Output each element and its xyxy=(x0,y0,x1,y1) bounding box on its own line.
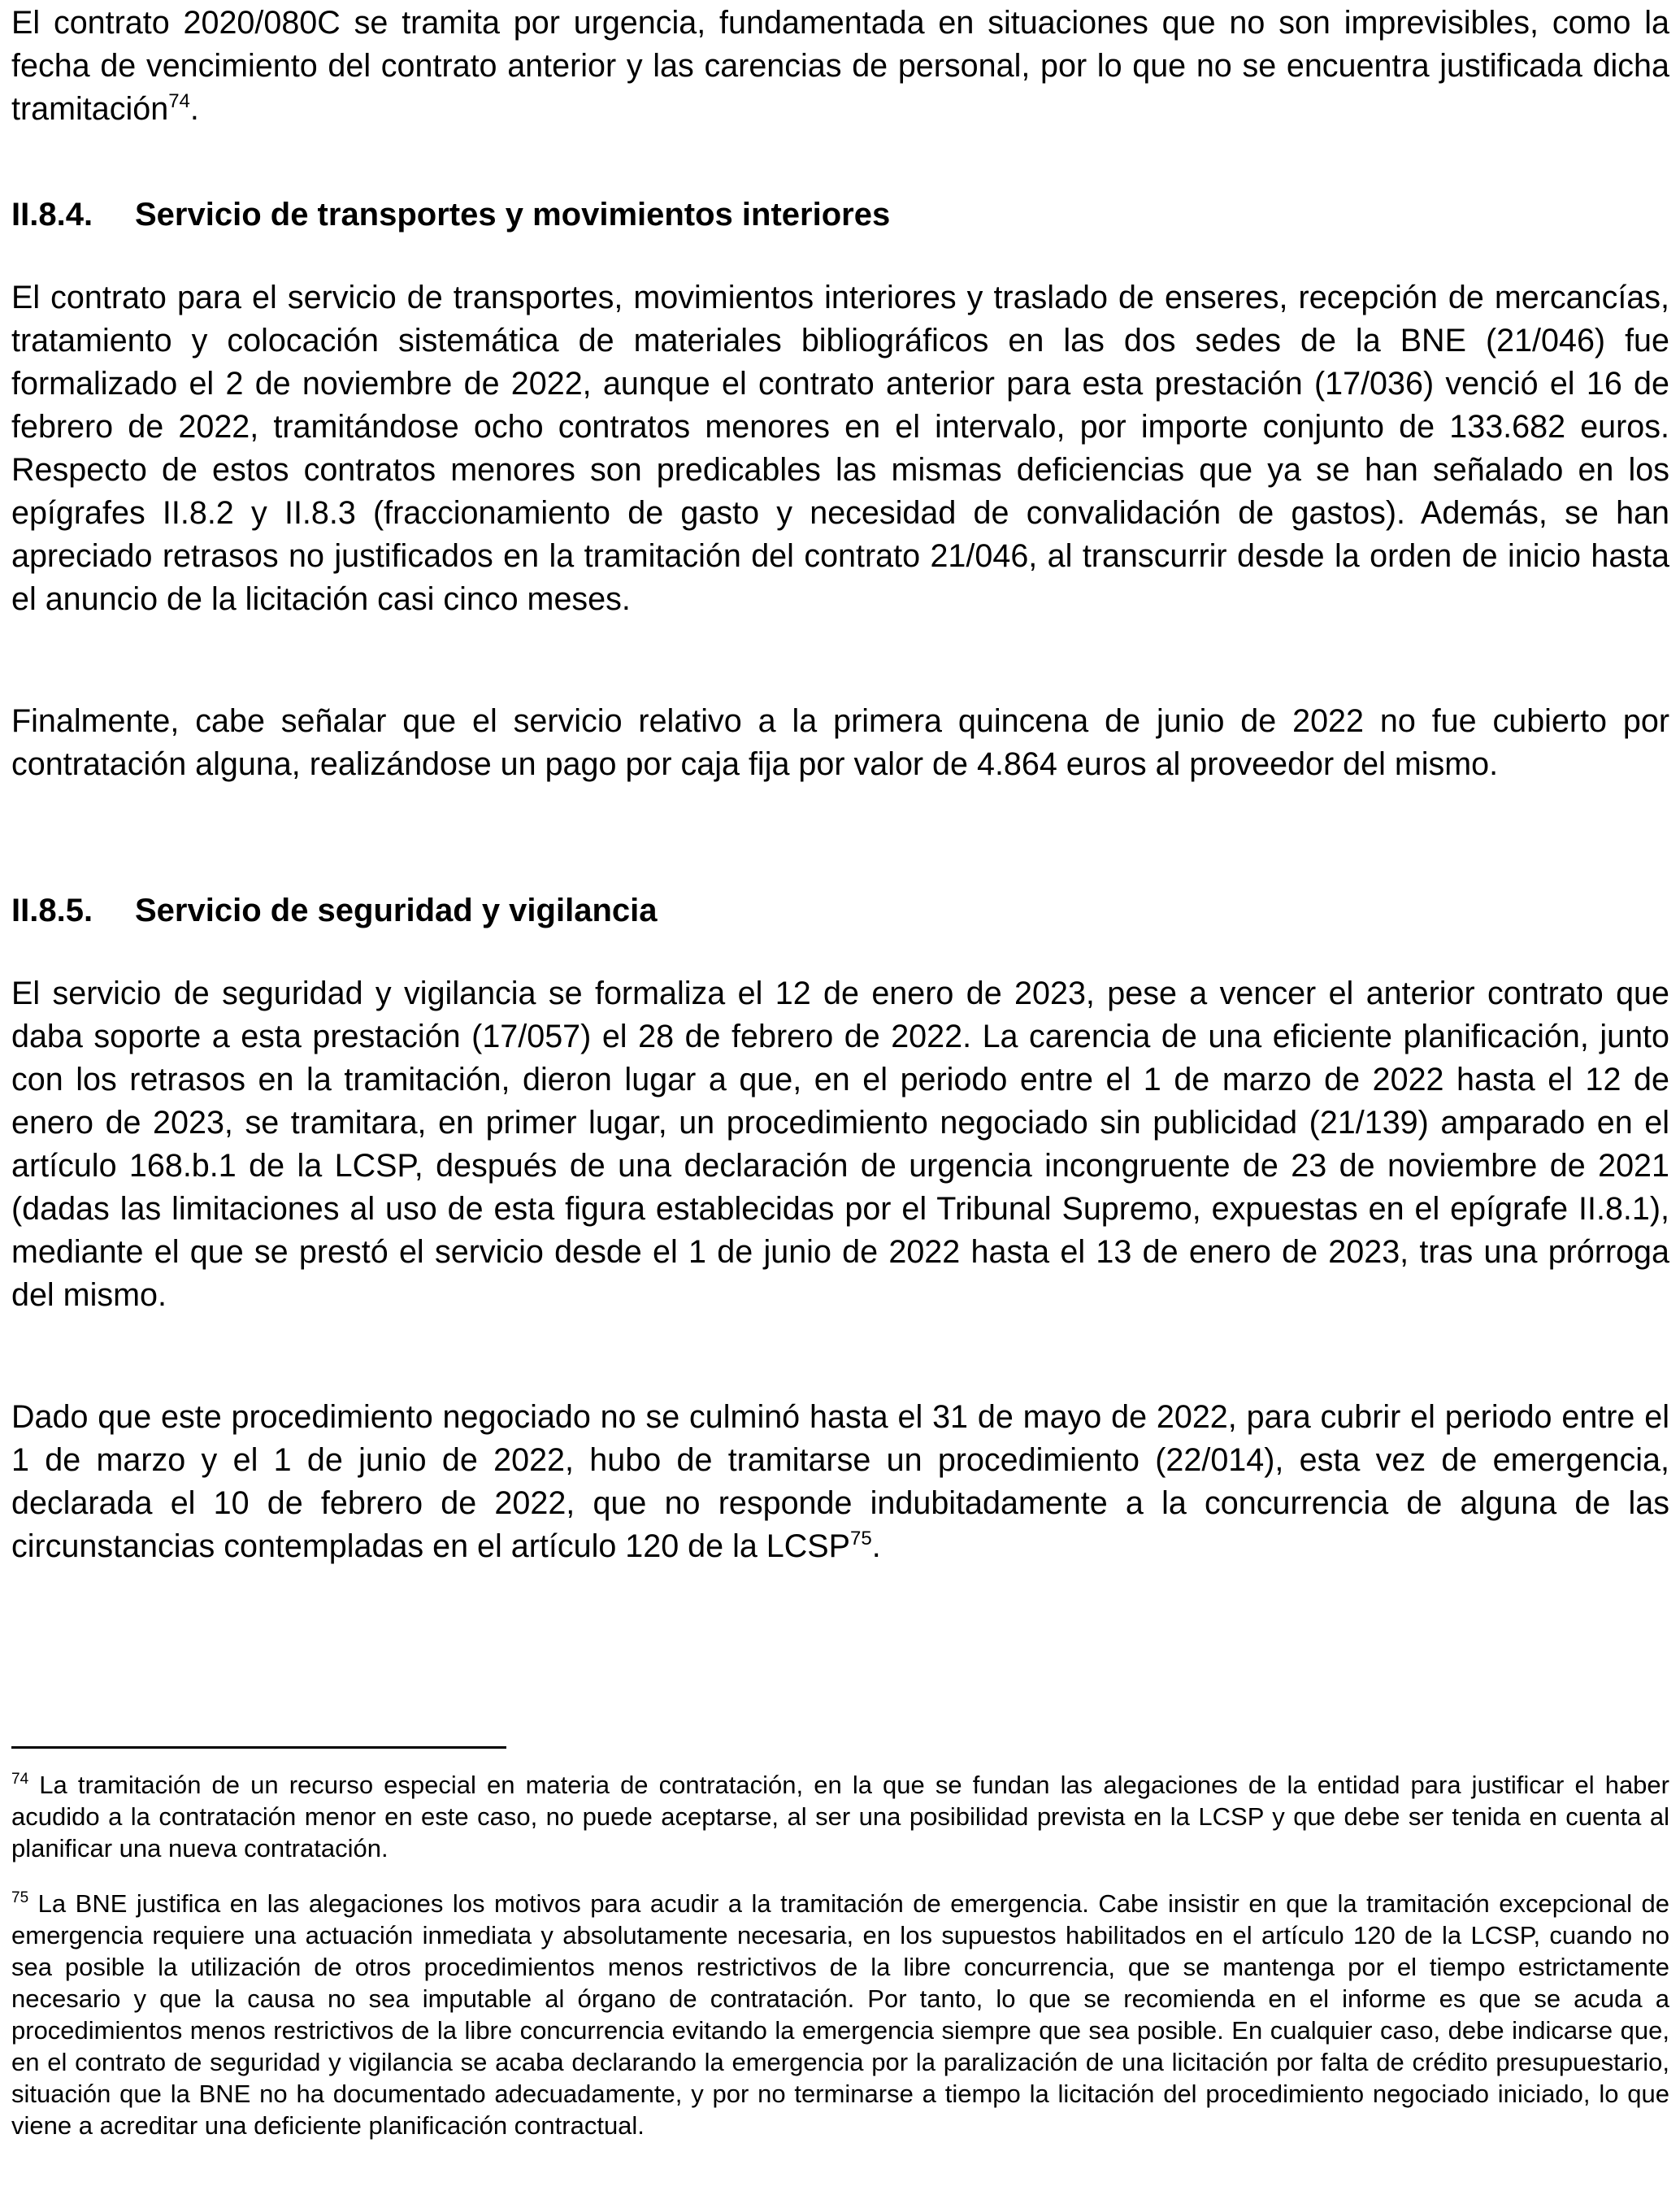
section-title: Servicio de seguridad y vigilancia xyxy=(135,893,658,928)
section-heading-transportes xyxy=(11,193,890,237)
footnote-74: $^{74}$ La tramitación de un recurso especial en materia de contratación, en la que se fundan las alegaciones de la entidad para justificar el haber acudido a la contratación menor en este caso, no puede aceptarse, al ser una posibilidad prevista en la LCSP y que debe ser tenida en cuenta al planificar una nueva contratación. xyxy=(11,1771,1669,1862)
footnote-ref-75[interactable]: 75 xyxy=(849,1528,872,1550)
footnote-number: 74 xyxy=(11,1771,29,1788)
footnote-75: $^{75}$ La BNE justifica en las alegaciones los motivos para acudir a la tramitación de emergencia. Cabe insistir en que la tramitación excepcional de emergencia requiere una actuación inmediata y absolutamente necesaria, en los supuestos habilitados en el artículo 120 de la LCSP, cuando no sea posible la utilización de otros procedimientos menos restrictivos de la libre concurrencia, que se mantenga por el tiempo estrictamente necesario y que la causa no sea imputable al órgano de contratación. Por tanto, lo que se recomienda en el informe es que se acuda a procedimientos menos restrictivos de la libre concurrencia evitando la emergencia siempre que sea posible. En cualquier caso, debe indicarse que, en el contrato de seguridad y vigilancia se acaba declarando la emergencia por la paralización de una licitación por falta de crédito presupuestario, situación que la BNE no ha documentado adecuadamente, y por no terminarse a tiempo la licitación del procedimiento negociado iniciado, lo que viene a acreditar una deficiente planificación contractual. xyxy=(11,1889,1669,2140)
section-number: II.8.4. xyxy=(11,197,93,233)
section-title: Servicio de transportes y movimientos interiores xyxy=(135,197,891,233)
paragraph-transportes: El contrato para el servicio de transportes, movimientos interiores y traslado de enseres, recepción de mercancías, tratamiento y colocación sistemática de materiales bibliográficos en las dos sedes de la BNE (21/046) fue formalizado el 2 de noviembre de 2022, aunque el contrato anterior para esta prestación (17/036) venció el 16 de febrero de 2022, tramitándose ocho contratos menores en el intervalo, por importe conjunto de 133.682 euros. Respecto de estos contratos menores son predicables las mismas deficiencias que ya se han señalado en los epígrafes II.8.2 y II.8.3 (fraccionamiento de gasto y necesidad de convalidación de gastos). Además, se han apreciado retrasos no justificados en la tramitación del contrato 21/046, al transcurrir desde la orden de inicio hasta el anuncio de la licitación casi cinco meses. xyxy=(11,280,1669,617)
footnote-separator xyxy=(11,1746,506,1749)
section-heading-seguridad xyxy=(11,889,657,932)
paragraph-quincena: Finalmente, cabe señalar que el servicio relativo a la primera quincena de junio de 2022 no fue cubierto por contratación alguna, realizándose un pago por caja fija por valor de 4.864 euros al proveedor del mismo. xyxy=(11,703,1669,782)
paragraph-urgencia: El contrato 2020/080C se tramita por urgencia, fundamentada en situaciones que no son imprevisibles, como la fecha de vencimiento del contrato anterior y las carencias de personal, por lo que no se encuentra justificada dicha tramitación$^{74}$. xyxy=(11,5,1669,127)
footnote-ref-74[interactable]: 74 xyxy=(168,90,190,112)
paragraph-emergencia: Dado que este procedimiento negociado no se culminó hasta el 31 de mayo de 2022, para cubrir el periodo entre el 1 de marzo y el 1 de junio de 2022, hubo de tramitarse un procedimiento (22/014), esta vez de emergencia, declarada el 10 de febrero de 2022, que no responde indubitadamente a la concurrencia de alguna de las circunstancias contempladas en el artículo 120 de la LCSP$^{75}$. xyxy=(11,1399,1669,1564)
section-number: II.8.5. xyxy=(11,893,93,928)
paragraph-seguridad: El servicio de seguridad y vigilancia se formaliza el 12 de enero de 2023, pese a vencer el anterior contrato que daba soporte a esta prestación (17/057) el 28 de febrero de 2022. La carencia de una eficiente planificación, junto con los retrasos en la tramitación, dieron lugar a que, en el periodo entre el 1 de marzo de 2022 hasta el 12 de enero de 2023, se tramitara, en primer lugar, un procedimiento negociado sin publicidad (21/139) amparado en el artículo 168.b.1 de la LCSP, después de una declaración de urgencia incongruente de 23 de noviembre de 2021 (dadas las limitaciones al uso de esta figura establecidas por el Tribunal Supremo, expuestas en el epígrafe II.8.1), mediante el que se prestó el servicio desde el 1 de junio de 2022 hasta el 13 de enero de 2023, tras una prórroga del mismo. xyxy=(11,976,1669,1313)
footnote-number: 75 xyxy=(11,1889,29,1906)
